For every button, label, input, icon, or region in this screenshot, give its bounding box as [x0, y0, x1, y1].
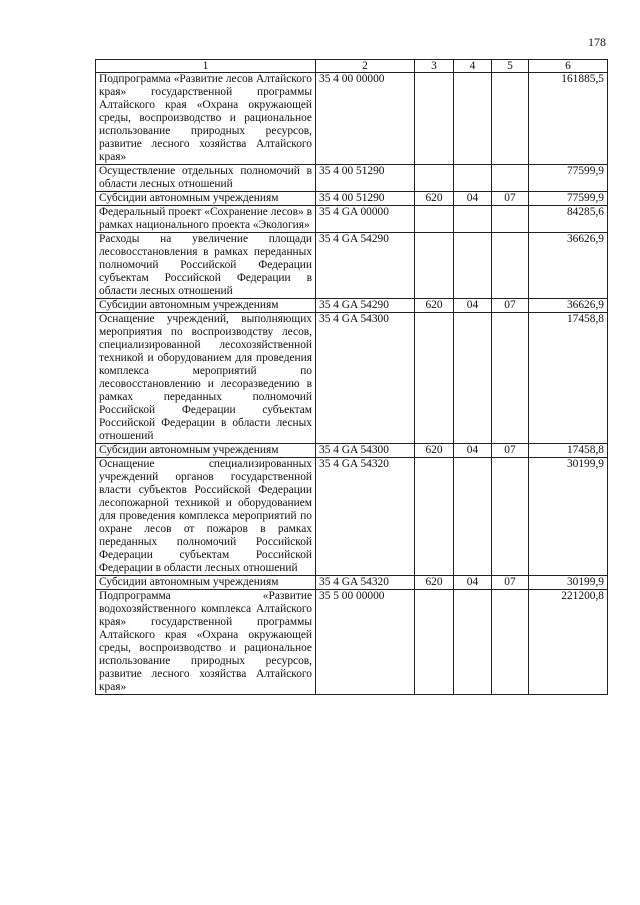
row-col5-cell: 07 — [492, 299, 529, 313]
table-row — [96, 590, 608, 695]
row-col5-cell — [492, 313, 529, 444]
row-name-cell: Субсидии автономным учреждениям — [96, 444, 316, 458]
row-col3-cell — [415, 206, 454, 233]
row-name-cell: Федеральный проект «Сохранение лесов» в рамках национального проекта «Экология» — [96, 206, 316, 233]
row-col3-cell — [415, 73, 454, 165]
row-col4-cell: 04 — [454, 299, 492, 313]
table-row — [96, 233, 608, 299]
row-code-cell: 35 4 GA 54290 — [316, 299, 415, 313]
row-col3-cell: 620 — [415, 299, 454, 313]
row-col3-cell — [415, 313, 454, 444]
row-code-cell: 35 4 GA 54290 — [316, 233, 415, 299]
row-col4-cell — [454, 590, 492, 695]
row-col5-cell — [492, 165, 529, 192]
row-col4-cell — [454, 458, 492, 576]
row-col3-cell — [415, 458, 454, 576]
row-name-cell: Расходы на увеличение площади лесовосстановления в рамках переданных полномочий Российской Федерации субъектам Российской Федерации в области лесных отношений — [96, 233, 316, 299]
table-header — [96, 60, 608, 73]
row-col4-cell: 04 — [454, 444, 492, 458]
table-row — [96, 458, 608, 576]
page-number: 178 — [588, 35, 606, 49]
table-row — [96, 206, 608, 233]
row-col3-cell: 620 — [415, 192, 454, 206]
row-name-cell: Субсидии автономным учреждениям — [96, 192, 316, 206]
row-col4-cell — [454, 73, 492, 165]
row-amount-cell: 30199,9 — [529, 458, 608, 576]
row-code-cell: 35 4 GA 54320 — [316, 576, 415, 590]
table-row — [96, 576, 608, 590]
row-col4-cell — [454, 313, 492, 444]
row-col4-cell: 04 — [454, 192, 492, 206]
row-amount-cell: 30199,9 — [529, 576, 608, 590]
row-code-cell: 35 4 GA 00000 — [316, 206, 415, 233]
row-amount-cell: 161885,5 — [529, 73, 608, 165]
row-name-cell: Субсидии автономным учреждениям — [96, 299, 316, 313]
table-row — [96, 299, 608, 313]
row-col5-cell — [492, 206, 529, 233]
row-col3-cell — [415, 165, 454, 192]
row-col5-cell: 07 — [492, 192, 529, 206]
budget-table — [95, 59, 608, 695]
row-name-cell: Подпрограмма «Развитие лесов Алтайского края» государственной программы Алтайского края «Охрана окружающей среды, воспроизводство и рациональное использование природных ресурсов, развитие лесного хозяйства Алтайского края» — [96, 73, 316, 165]
row-code-cell: 35 4 GA 54300 — [316, 313, 415, 444]
header-row — [96, 60, 608, 73]
row-col3-cell: 620 — [415, 576, 454, 590]
column-header: 2 — [316, 60, 415, 73]
row-amount-cell: 221200,8 — [529, 590, 608, 695]
column-header: 6 — [529, 60, 608, 73]
row-col4-cell — [454, 233, 492, 299]
row-name-cell: Оснащение специализированных учреждений органов государственной власти субъектов Российской Федерации лесопожарной техникой и оборудованием для проведения комплекса мероприятий по охране лесов от пожаров в рамках переданных полномочий Российской Федерации субъектам Российской Федерации в области лесных отношений — [96, 458, 316, 576]
column-header: 3 — [415, 60, 454, 73]
row-amount-cell: 77599,9 — [529, 192, 608, 206]
table-body — [96, 73, 608, 695]
row-name-cell: Оснащение учреждений, выполняющих мероприятия по воспроизводству лесов, специализированной лесохозяйственной техникой и оборудованием для проведения комплекса мероприятий по лесовосстановлению и лесоразведению в рамках переданных полномочий Российской Федерации субъектам Российской Федерации в области лесных отношений — [96, 313, 316, 444]
row-name-cell: Субсидии автономным учреждениям — [96, 576, 316, 590]
row-col5-cell: 07 — [492, 576, 529, 590]
row-col3-cell: 620 — [415, 444, 454, 458]
row-col5-cell: 07 — [492, 444, 529, 458]
row-code-cell: 35 4 00 51290 — [316, 192, 415, 206]
row-amount-cell: 17458,8 — [529, 313, 608, 444]
row-amount-cell: 36626,9 — [529, 299, 608, 313]
column-header: 4 — [454, 60, 492, 73]
row-col5-cell — [492, 73, 529, 165]
row-col5-cell — [492, 590, 529, 695]
column-header: 5 — [492, 60, 529, 73]
table-row — [96, 73, 608, 165]
row-code-cell: 35 4 00 00000 — [316, 73, 415, 165]
table-row — [96, 313, 608, 444]
row-name-cell: Осуществление отдельных полномочий в области лесных отношений — [96, 165, 316, 192]
row-col5-cell — [492, 233, 529, 299]
column-header: 1 — [96, 60, 316, 73]
row-col3-cell — [415, 233, 454, 299]
row-col3-cell — [415, 590, 454, 695]
row-code-cell: 35 4 GA 54300 — [316, 444, 415, 458]
row-code-cell: 35 4 GA 54320 — [316, 458, 415, 576]
row-col5-cell — [492, 458, 529, 576]
row-name-cell: Подпрограмма «Развитие водохозяйственного комплекса Алтайского края» государственной программы Алтайского края «Охрана окружающей среды, воспроизводство и рациональное использование природных ресурсов, развитие лесного хозяйства Алтайского края» — [96, 590, 316, 695]
table-row — [96, 192, 608, 206]
row-amount-cell: 84285,6 — [529, 206, 608, 233]
row-code-cell: 35 5 00 00000 — [316, 590, 415, 695]
row-col4-cell — [454, 206, 492, 233]
row-amount-cell: 17458,8 — [529, 444, 608, 458]
table-row — [96, 165, 608, 192]
row-col4-cell — [454, 165, 492, 192]
table-row — [96, 444, 608, 458]
row-amount-cell: 36626,9 — [529, 233, 608, 299]
row-code-cell: 35 4 00 51290 — [316, 165, 415, 192]
row-amount-cell: 77599,9 — [529, 165, 608, 192]
row-col4-cell: 04 — [454, 576, 492, 590]
